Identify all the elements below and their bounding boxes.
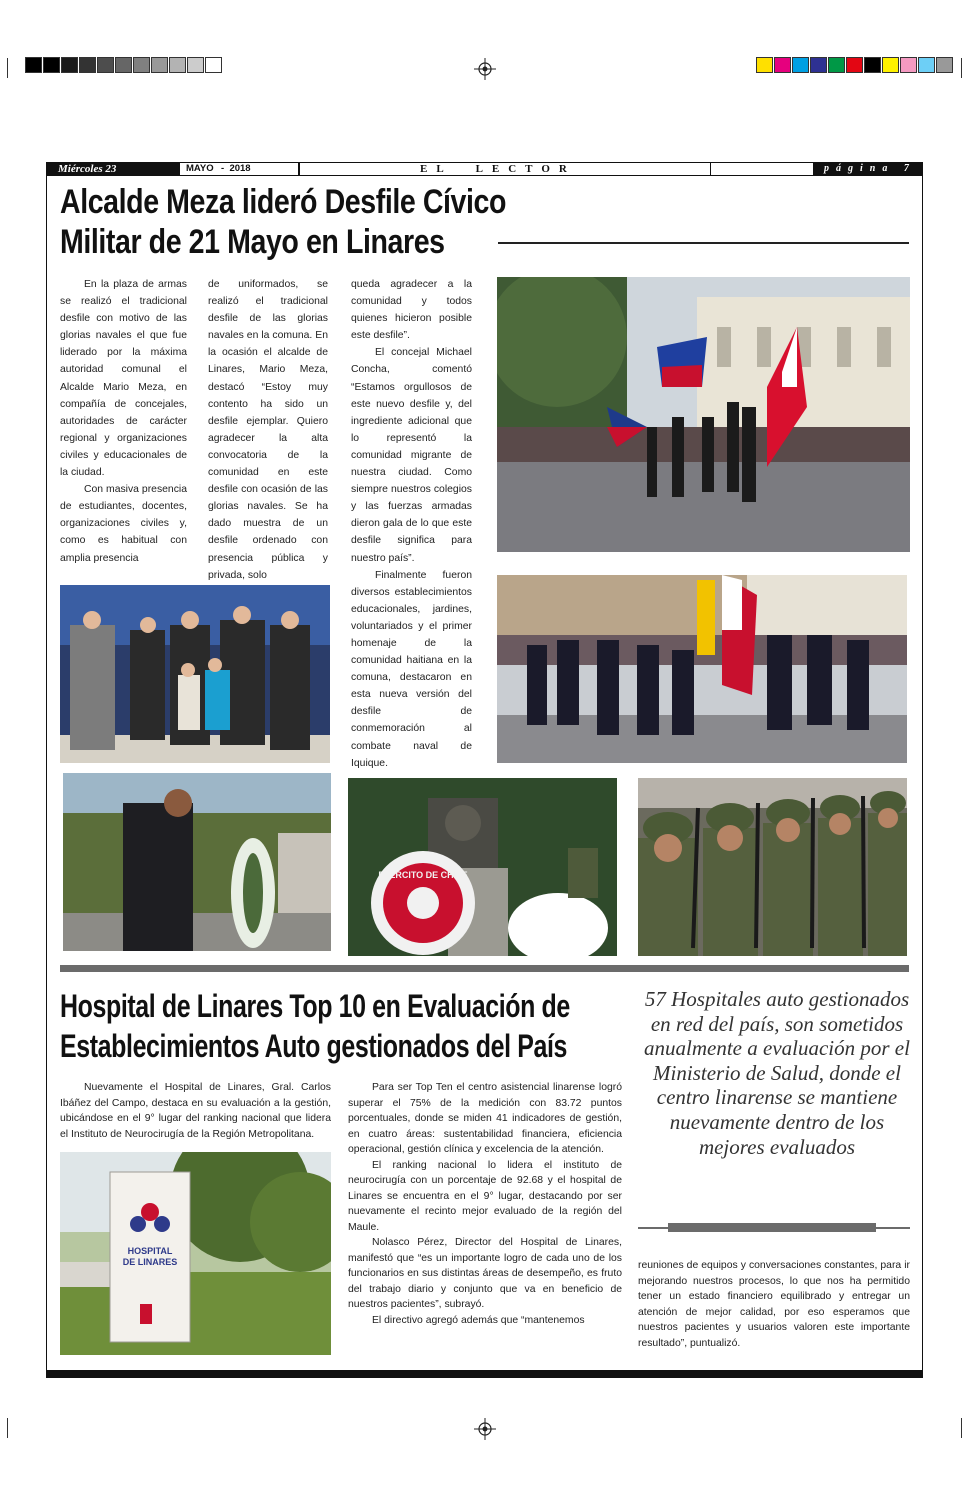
wreath-ribbon-text: EJERCITO DE CHILE bbox=[378, 870, 468, 880]
page-footer-bar bbox=[46, 1370, 923, 1378]
page-frame-right bbox=[922, 176, 923, 1378]
registration-color-bar bbox=[756, 57, 954, 73]
crop-mark-top-left bbox=[7, 58, 8, 78]
article1-headline-line2: Militar de 21 Mayo en Linares bbox=[60, 223, 445, 261]
article1-col3-para: El concejal Michael Concha, comentó “Estamos orgullosos de este nuevo desfile y, del ingrediente adicional que lo representó la comunidad migrante de nuestra ciudad. Como siempre nuestros colegios y las fuerzas armadas dieron gala de lo que este desfile significa para nuestro país”. bbox=[351, 347, 472, 564]
hospital-sign-line2: DE LINARES bbox=[122, 1257, 178, 1267]
header-page-number: página 7 bbox=[824, 163, 916, 174]
page-frame-left bbox=[46, 176, 47, 1378]
photo-wreath-ceremony bbox=[63, 773, 331, 951]
header-paper-name: EL LECTOR bbox=[420, 163, 576, 175]
registration-swatch bbox=[133, 57, 150, 73]
article2-intro-para: Nuevamente el Hospital de Linares, Gral. Carlos Ibáñez del Campo, destaca en su evaluación a la gestión, ubicándose en el 9° lugar del ranking nacional que lidera el Instituto de Neurocirugía de la Región Metropolitana. bbox=[60, 1082, 331, 1140]
registration-swatch bbox=[756, 57, 773, 73]
section-divider bbox=[60, 965, 909, 972]
pull-quote: 57 Hospitales auto gestionados en red del país, son sometidos anualmente a evaluación por el Ministerio de Salud, donde el centro linarense se mantiene nuevamente dentro de los mejores evaluados bbox=[644, 987, 910, 1159]
photo-hospital-sign bbox=[60, 1152, 331, 1355]
registration-swatch bbox=[828, 57, 845, 73]
registration-swatch bbox=[936, 57, 953, 73]
article2-mid-para: El ranking nacional lo lidera el instituto de neurocirugía con un porcentaje de 92.68 y el hospital de Linares se encuentra en el 9° lugar, destacando por ser nuevamente el recinto mejor evaluado de la región del Maule. bbox=[348, 1159, 622, 1233]
article2-mid-para: Nolasco Pérez, Director del Hospital de Linares, manifestó que “es un importante logro de cada uno de los funcionarios en sus distintas áreas de desempeño, es fruto del trabajo diario y conjunto que va en beneficio de nuestros pacientes”, subrayó. bbox=[348, 1237, 622, 1310]
article1-column-3 bbox=[351, 276, 472, 772]
registration-swatch bbox=[61, 57, 78, 73]
crop-mark-bottom-left bbox=[7, 1418, 8, 1438]
registration-swatch bbox=[918, 57, 935, 73]
page-header bbox=[46, 162, 923, 176]
crop-mark-bottom-right bbox=[961, 1418, 962, 1438]
registration-swatch bbox=[846, 57, 863, 73]
article2-column-mid bbox=[348, 1080, 622, 1328]
crop-mark-top-right bbox=[961, 58, 962, 78]
registration-swatch bbox=[43, 57, 60, 73]
article1-col2-para: de uniformados, se realizó el tradicional desfile de las glorias navales en la comuna. En la ocasión el alcalde de Linares, Mario Meza, destacó “Estoy muy contento ha sido un desfile ejemplar. Quiero agradecer la alta convocatoria de la comunidad en este desfile con ocasión de las glorias navales. Se ha dado muestra de un desfile ordenado con presencia pública y privada, solo bbox=[208, 279, 328, 581]
article1-col3-para: queda agradecer a la comunidad y todos quienes hicieron posible este desfile”. bbox=[351, 279, 472, 342]
article1-col3-para: Finalmente fueron diversos establecimientos educacionales, jardines, voluntariados y el primer homenaje de la comunidad haitiana en la comuna, destacaron en esta nueva versión del desfile de conmemoración al combate naval de Iquique. bbox=[351, 569, 472, 769]
article1-column-2 bbox=[208, 276, 328, 584]
header-year: - 2018 bbox=[221, 163, 251, 174]
article2-mid-para: El directivo agregó además que “mantenemos bbox=[372, 1314, 585, 1326]
registration-target-icon bbox=[474, 1418, 496, 1440]
headline-rule bbox=[498, 242, 909, 244]
registration-swatch bbox=[810, 57, 827, 73]
photo-monument-wreath bbox=[348, 778, 617, 956]
photo-soldiers bbox=[638, 778, 907, 956]
article2-headline-line2: Establecimientos Auto gestionados del País bbox=[60, 1028, 567, 1064]
pull-quote-rule-bar bbox=[668, 1223, 876, 1232]
photo-authorities bbox=[60, 585, 330, 763]
registration-target-icon bbox=[474, 58, 496, 80]
article2-headline-line1: Hospital de Linares Top 10 en Evaluación de bbox=[60, 988, 570, 1024]
registration-swatch bbox=[882, 57, 899, 73]
registration-swatch bbox=[792, 57, 809, 73]
article2-intro bbox=[60, 1080, 331, 1152]
hospital-sign-line1: HOSPITAL bbox=[127, 1246, 173, 1256]
registration-swatch bbox=[25, 57, 42, 73]
registration-swatch bbox=[900, 57, 917, 73]
photo-parade-flags bbox=[497, 277, 910, 552]
registration-swatch bbox=[774, 57, 791, 73]
registration-swatch bbox=[205, 57, 222, 73]
article1-column-1 bbox=[60, 276, 187, 567]
registration-swatch bbox=[115, 57, 132, 73]
registration-swatch bbox=[187, 57, 204, 73]
article2-mid-para: Para ser Top Ten el centro asistencial linarense logró superar el 75% de la medición con 83.72 puntos porcentuales, donde se miden 41 indicadores de gestión, en cuatro áreas: sustentabilidad financiera, eficiencia operacional, gestión clínica y excelencia de la atención. bbox=[348, 1082, 622, 1155]
header-month: MAYO bbox=[186, 163, 214, 174]
registration-swatch bbox=[151, 57, 168, 73]
registration-swatch bbox=[79, 57, 96, 73]
registration-swatch bbox=[864, 57, 881, 73]
article2-right-para: reuniones de equipos y conversaciones constantes, para ir mejorando nuestros procesos, lo que nos ha permitido tener un estado financiero equilibrado y entregar un atención de mejor calidad, por eso esperamos que nuestros pacientes y usuarios valoren este importante resultado”, puntualizó. bbox=[638, 1260, 910, 1349]
article2-column-right bbox=[638, 1258, 910, 1351]
registration-swatch bbox=[97, 57, 114, 73]
photo-students-parade bbox=[497, 575, 907, 763]
article1-headline-line1: Alcalde Meza lideró Desfile Cívico bbox=[60, 183, 507, 221]
registration-gray-bar bbox=[25, 57, 223, 73]
article1-col1-para: En la plaza de armas se realizó el tradicional desfile con motivo de las glorias navales el que fue liderado por la máxima autoridad comunal el Alcalde Mario Meza, en compañía de concejales, autoridades de carácter regional y organizaciones civiles y educacionales de la ciudad. bbox=[60, 279, 187, 479]
article1-col1-para: Con masiva presencia de estudiantes, docentes, organizaciones civiles y, como es habitual con amplia presencia bbox=[60, 484, 187, 564]
header-day: Miércoles 23 bbox=[58, 163, 117, 175]
registration-swatch bbox=[169, 57, 186, 73]
